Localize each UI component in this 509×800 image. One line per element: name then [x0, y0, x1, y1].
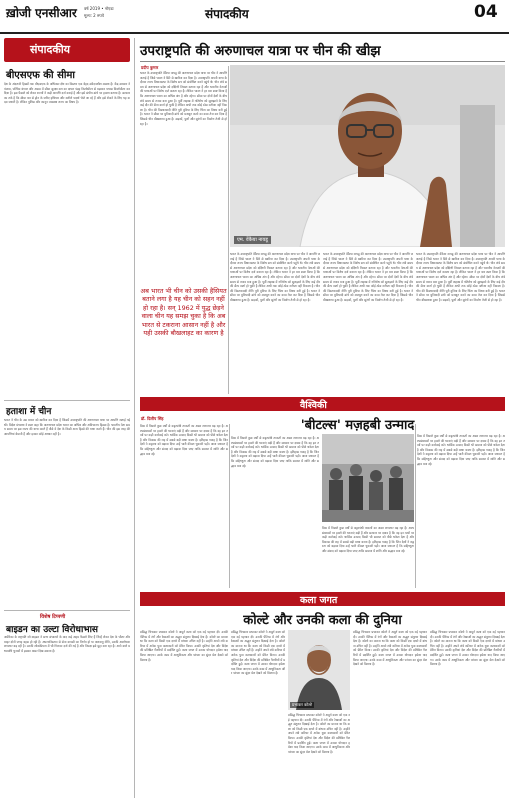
photo-caption: एम. वेंकैया नायडू	[234, 236, 271, 244]
middle-body-col4: मिस्र में पिछले कुछ वर्षों से कट्टरपंथी ताकतों का असर लगातार बढ़ रहा है। अल्पसंख्यकों पर हमले की घटनाएं बढ़ी हैं और सरकार पर दबाव है कि वह इन तत्वों पर कड़ी कार्रवाई करे। धार्मिक उन्माद किसी भी समाज को पीछे धकेल देता है और विकास की राह में सबसे बड़ी बाधा बनता है। इतिहास गवाह है कि जिन देशों ने कट्टरता को बढ़ावा दिया उन्हें भारी कीमत चुकानी पड़ी। आज जरूरत है कि सहिष्णुता और संवाद को बढ़ावा दिया जाए ताकि समाज में शांति और सद्भाव बना रहे।	[417, 434, 505, 466]
artist-illustration	[288, 630, 350, 710]
culture-body-col3: प्रसिद्ध चित्रकार प्रभाकर कोल्टे ने अमूर्त कला को एक नई पहचान दी। उनकी पेंटिंग्स में रंगों और रेखाओं का अद्भुत संतुलन दिखाई देता है। कोल्टे का मानना था कि कला को किसी एक दायरे में बांधना उचित नहीं है। उन्होंने अपने लंबे करियर में अनेक युवा कलाकारों को प्रेरित किया। उनकी कृतियां देश और विदेश की प्रतिष्ठित गैलरियों में प्रदर्शित हुईं। कला जगत में उनका योगदान हमेशा याद किया जाएगा। उनके काम में आधुनिकता और परंपरा का सुंदर मेल देखने को मिलता है।	[288, 713, 350, 754]
third-body: अमेरिका के राष्ट्रपति जो बाइडन ने सत्ता संभालने के बाद कई अहम फैसले लिए हैं जिन्हें लेकर देश के भीतर और बाहर दोनों जगह बहस हो रही है। अफगानिस्तान से सेना वापसी का निर्णय हो या जलवायु नीति, उनकी आलोचना लगातार बढ़ रही है। उनकी लोकप्रियता में भी गिरावट दर्ज की गई है और विपक्ष इसे मुद्दा बना रहा है। आने वाले मध्यावधि चुनावों में इसका असर दिख सकता है।	[4, 635, 130, 653]
second-body: भारत ने चीन के उस बयान को खारिज कर दिया है जिसमें उपराष्ट्रपति की अरुणाचल यात्रा पर आपत्ति जताई गई थी। विदेश मंत्रालय ने स्पष्ट कहा कि अरुणाचल प्रदेश भारत का अभिन्न और अविभाज्य हिस्सा है। भारतीय नेता समय समय पर इस राज्य की यात्रा करते हैं जैसे वे देश के किसी अन्य हिस्से की यात्रा करते हैं। चीन की इस तरह की आपत्तियां बेमानी हैं और इनका कोई आधार नहीं है।	[4, 418, 130, 436]
main-col-divider	[228, 66, 229, 394]
editorial-body: देश के अंदरूनी हिस्सों तक बीएसएफ के अधिकार क्षेत्र का विस्तार एक बेहद संवेदनशील मसला है। केंद्र सरकार ने पंजाब, पश्चिम बंगाल और असम में सीमा सुरक्षा बल का दायरा पंद्रह किलोमीटर से बढ़ाकर पचास किलोमीटर कर दिया है। इस फैसले को लेकर राज्यों ने कड़ी आपत्ति दर्ज कराई है और इसे संघीय ढांचे पर हमला बताया है। सरकार का तर्क है कि सीमा पार से ड्रोन के जरिए हथियार और नशीले पदार्थ भेजे जा रहे हैं और इसे रोकने के लिए यह कदम जरूरी है। लेकिन पुलिस और कानून व्यवस्था राज्य का विषय है।	[4, 82, 130, 105]
page-number: 04	[474, 2, 498, 22]
global-label: वैश्विकी	[300, 400, 327, 411]
culture-body-col5: प्रसिद्ध चित्रकार प्रभाकर कोल्टे ने अमूर्त कला को एक नई पहचान दी। उनकी पेंटिंग्स में रंगों और रेखाओं का अद्भुत संतुलन दिखाई देता है। कोल्टे का मानना था कि कला को किसी एक दायरे में बांधना उचित नहीं है। उन्होंने अपने लंबे करियर में अनेक युवा कलाकारों को प्रेरित किया। उनकी कृतियां देश और विदेश की प्रतिष्ठित गैलरियों में प्रदर्शित हुईं। कला जगत में उनका योगदान हमेशा याद किया जाएगा। उनके काम में आधुनिकता और परंपरा का सुंदर मेल देखने को मिलता है।	[430, 630, 505, 667]
main-body-col4: भारत के उपराष्ट्रपति वेंकैया नायडू की अरुणाचल प्रदेश यात्रा पर चीन ने आपत्ति जताई है जिसे भारत ने सिरे से खारिज कर दिया है। उपराष्ट्रपति अपनी यात्रा के दौरान राज्य विधानसभा के विशेष सत्र को संबोधित करने पहुंचे थे। चीन लंबे समय से अरुणाचल प्रदेश को दक्षिणी तिब्बत बताता रहा है और भारतीय नेताओं की यात्राओं पर विरोध दर्ज कराता रहा है। लेकिन भारत ने हर बार स्पष्ट किया है कि अरुणाचल भारत का अभिन्न अंग है और रहेगा। सीमा पर दोनों देशों के बीच लंबे समय से तनाव बना हुआ है। पूर्वी लद्दाख में गतिरोध को सुलझाने के लिए कई दौर की सैन्य वार्ता हो चुकी है लेकिन अभी तक कोई ठोस नतीजा नहीं निकला है। चीन की विस्तारवादी नीति पूरी दुनिया के लिए चिंता का विषय बनी हुई है। भारत ने सीमा पर बुनियादी ढांचे को मजबूत करने का काम तेज कर दिया है जिससे चीन बौखलाया हुआ है। सड़कों, पुलों और सुरंगों का निर्माण तेजी से हो रहा है।	[416, 252, 505, 302]
culture-headline: कोल्टे और उनकी कला की दुनिया	[243, 613, 402, 628]
middle-body-col3: मिस्र में पिछले कुछ वर्षों से कट्टरपंथी ताकतों का असर लगातार बढ़ रहा है। अल्पसंख्यकों पर हमले की घटनाएं बढ़ी हैं और सरकार पर दबाव है कि वह इन तत्वों पर कड़ी कार्रवाई करे। धार्मिक उन्माद किसी भी समाज को पीछे धकेल देता है और विकास की राह में सबसे बड़ी बाधा बनता है। इतिहास गवाह है कि जिन देशों ने कट्टरता को बढ़ावा दिया उन्हें भारी कीमत चुकानी पड़ी। आज जरूरत है कि सहिष्णुता और संवाद को बढ़ावा दिया जाए ताकि समाज में शांति और सद्भाव बना रहे।	[322, 526, 414, 553]
masthead-section-title: संपादकीय	[205, 7, 249, 21]
column-divider-left	[134, 38, 135, 798]
editorial-label: संपादकीय	[30, 43, 71, 56]
pull-quote-box	[140, 287, 227, 393]
editorial-headline: बीएसएफ की सीमा	[6, 70, 75, 81]
culture-body-col1: प्रसिद्ध चित्रकार प्रभाकर कोल्टे ने अमूर्त कला को एक नई पहचान दी। उनकी पेंटिंग्स में रंगों और रेखाओं का अद्भुत संतुलन दिखाई देता है। कोल्टे का मानना था कि कला को किसी एक दायरे में बांधना उचित नहीं है। उन्होंने अपने लंबे करियर में अनेक युवा कलाकारों को प्रेरित किया। उनकी कृतियां देश और विदेश की प्रतिष्ठित गैलरियों में प्रदर्शित हुईं। कला जगत में उनका योगदान हमेशा याद किया जाएगा। उनके काम में आधुनिकता और परंपरा का सुंदर मेल देखने को मिलता है।	[140, 630, 228, 662]
crowd-photo	[322, 434, 414, 522]
masthead-logo: ख़ोजी एनसीआर	[6, 6, 77, 20]
artist-caption: प्रभाकर कोल्टे	[292, 702, 312, 707]
mid-col-divider-2	[415, 424, 416, 588]
culture-body-col2: प्रसिद्ध चित्रकार प्रभाकर कोल्टे ने अमूर्त कला को एक नई पहचान दी। उनकी पेंटिंग्स में रंगों और रेखाओं का अद्भुत संतुलन दिखाई देता है। कोल्टे का मानना था कि कला को किसी एक दायरे में बांधना उचित नहीं है। उन्होंने अपने लंबे करियर में अनेक युवा कलाकारों को प्रेरित किया। उनकी कृतियां देश और विदेश की प्रतिष्ठित गैलरियों में प्रदर्शित हुईं। कला जगत में उनका योगदान हमेशा याद किया जाएगा। उनके काम में आधुनिकता और परंपरा का सुंदर मेल देखने को मिलता है।	[231, 630, 285, 676]
mid-col-divider-1	[229, 424, 230, 588]
main-body-col2: भारत के उपराष्ट्रपति वेंकैया नायडू की अरुणाचल प्रदेश यात्रा पर चीन ने आपत्ति जताई है जिसे भारत ने सिरे से खारिज कर दिया है। उपराष्ट्रपति अपनी यात्रा के दौरान राज्य विधानसभा के विशेष सत्र को संबोधित करने पहुंचे थे। चीन लंबे समय से अरुणाचल प्रदेश को दक्षिणी तिब्बत बताता रहा है और भारतीय नेताओं की यात्राओं पर विरोध दर्ज कराता रहा है। लेकिन भारत ने हर बार स्पष्ट किया है कि अरुणाचल भारत का अभिन्न अंग है और रहेगा। सीमा पर दोनों देशों के बीच लंबे समय से तनाव बना हुआ है। पूर्वी लद्दाख में गतिरोध को सुलझाने के लिए कई दौर की सैन्य वार्ता हो चुकी है लेकिन अभी तक कोई ठोस नतीजा नहीं निकला है। चीन की विस्तारवादी नीति पूरी दुनिया के लिए चिंता का विषय बनी हुई है। भारत ने सीमा पर बुनियादी ढांचे को मजबूत करने का काम तेज कर दिया है जिससे चीन बौखलाया हुआ है। सड़कों, पुलों और सुरंगों का निर्माण तेजी से हो रहा है।	[230, 252, 320, 302]
left-column	[0, 38, 133, 800]
main-byline: प्रदीप कुमार	[141, 65, 159, 70]
third-headline: बाइडन का उल्टा विरोधाभास	[6, 625, 99, 635]
middle-byline: डॉ. दिलीप सिंह	[141, 416, 164, 421]
third-kicker: विशेष टिप्पणी	[40, 614, 66, 620]
culture-label-bar	[140, 592, 505, 606]
middle-body-col2: मिस्र में पिछले कुछ वर्षों से कट्टरपंथी ताकतों का असर लगातार बढ़ रहा है। अल्पसंख्यकों पर हमले की घटनाएं बढ़ी हैं और सरकार पर दबाव है कि वह इन तत्वों पर कड़ी कार्रवाई करे। धार्मिक उन्माद किसी भी समाज को पीछे धकेल देता है और विकास की राह में सबसे बड़ी बाधा बनता है। इतिहास गवाह है कि जिन देशों ने कट्टरता को बढ़ावा दिया उन्हें भारी कीमत चुकानी पड़ी। आज जरूरत है कि सहिष्णुता और संवाद को बढ़ावा दिया जाए ताकि समाज में शांति और सद्भाव बना रहे।	[231, 436, 319, 468]
masthead-meta-top: वर्ष 2019 • नोएडा	[84, 6, 114, 11]
global-label-bar	[140, 397, 505, 411]
artist-photo	[288, 630, 350, 710]
second-headline: हताशा में चीन	[6, 407, 52, 417]
left-divider-1	[4, 400, 130, 401]
masthead	[0, 0, 509, 34]
culture-body-col4: प्रसिद्ध चित्रकार प्रभाकर कोल्टे ने अमूर्त कला को एक नई पहचान दी। उनकी पेंटिंग्स में रंगों और रेखाओं का अद्भुत संतुलन दिखाई देता है। कोल्टे का मानना था कि कला को किसी एक दायरे में बांधना उचित नहीं है। उन्होंने अपने लंबे करियर में अनेक युवा कलाकारों को प्रेरित किया। उनकी कृतियां देश और विदेश की प्रतिष्ठित गैलरियों में प्रदर्शित हुईं। कला जगत में उनका योगदान हमेशा याद किया जाएगा। उनके काम में आधुनिकता और परंपरा का सुंदर मेल देखने को मिलता है।	[353, 630, 427, 667]
main-body-col1: भारत के उपराष्ट्रपति वेंकैया नायडू की अरुणाचल प्रदेश यात्रा पर चीन ने आपत्ति जताई है जिसे भारत ने सिरे से खारिज कर दिया है। उपराष्ट्रपति अपनी यात्रा के दौरान राज्य विधानसभा के विशेष सत्र को संबोधित करने पहुंचे थे। चीन लंबे समय से अरुणाचल प्रदेश को दक्षिणी तिब्बत बताता रहा है और भारतीय नेताओं की यात्राओं पर विरोध दर्ज कराता रहा है। लेकिन भारत ने हर बार स्पष्ट किया है कि अरुणाचल भारत का अभिन्न अंग है और रहेगा। सीमा पर दोनों देशों के बीच लंबे समय से तनाव बना हुआ है। पूर्वी लद्दाख में गतिरोध को सुलझाने के लिए कई दौर की सैन्य वार्ता हो चुकी है लेकिन अभी तक कोई ठोस नतीजा नहीं निकला है। चीन की विस्तारवादी नीति पूरी दुनिया के लिए चिंता का विषय बनी हुई है। भारत ने सीमा पर बुनियादी ढांचे को मजबूत करने का काम तेज कर दिया है जिससे चीन बौखलाया हुआ है। सड़कों, पुलों और सुरंगों का निर्माण तेजी से हो रहा है।	[140, 71, 227, 126]
main-article-headline: उपराष्ट्रपति की अरुणाचल यात्रा पर चीन की खीझ	[140, 43, 381, 59]
left-divider-2	[4, 610, 130, 611]
masthead-meta-bottom: मूल्य: 2 रुपये	[84, 13, 104, 18]
crowd-illustration	[322, 434, 414, 522]
photo-illustration	[230, 65, 505, 247]
pull-quote: अब भारत भी चीन को उसकी हैसियत बताने लगा है यह चीन को सहन नहीं हो रहा है। सन् 1962 में युद्ध छेड़ने वाला चीन यह समझ चुका है कि अब भारत से टकराना आसान नहीं है और यही उसकी बौखलाहट का कारण है	[140, 287, 227, 338]
middle-headline: 'बीटल्स' मज़हबी उन्माद	[300, 418, 415, 433]
main-body-col3: भारत के उपराष्ट्रपति वेंकैया नायडू की अरुणाचल प्रदेश यात्रा पर चीन ने आपत्ति जताई है जिसे भारत ने सिरे से खारिज कर दिया है। उपराष्ट्रपति अपनी यात्रा के दौरान राज्य विधानसभा के विशेष सत्र को संबोधित करने पहुंचे थे। चीन लंबे समय से अरुणाचल प्रदेश को दक्षिणी तिब्बत बताता रहा है और भारतीय नेताओं की यात्राओं पर विरोध दर्ज कराता रहा है। लेकिन भारत ने हर बार स्पष्ट किया है कि अरुणाचल भारत का अभिन्न अंग है और रहेगा। सीमा पर दोनों देशों के बीच लंबे समय से तनाव बना हुआ है। पूर्वी लद्दाख में गतिरोध को सुलझाने के लिए कई दौर की सैन्य वार्ता हो चुकी है लेकिन अभी तक कोई ठोस नतीजा नहीं निकला है। चीन की विस्तारवादी नीति पूरी दुनिया के लिए चिंता का विषय बनी हुई है। भारत ने सीमा पर बुनियादी ढांचे को मजबूत करने का काम तेज कर दिया है जिससे चीन बौखलाया हुआ है। सड़कों, पुलों और सुरंगों का निर्माण तेजी से हो रहा है।	[323, 252, 413, 302]
culture-label: कला जगत	[300, 595, 338, 606]
headline-rule	[140, 61, 505, 62]
editorial-label-bar	[4, 38, 130, 62]
middle-body-col1: मिस्र में पिछले कुछ वर्षों से कट्टरपंथी ताकतों का असर लगातार बढ़ रहा है। अल्पसंख्यकों पर हमले की घटनाएं बढ़ी हैं और सरकार पर दबाव है कि वह इन तत्वों पर कड़ी कार्रवाई करे। धार्मिक उन्माद किसी भी समाज को पीछे धकेल देता है और विकास की राह में सबसे बड़ी बाधा बनता है। इतिहास गवाह है कि जिन देशों ने कट्टरता को बढ़ावा दिया उन्हें भारी कीमत चुकानी पड़ी। आज जरूरत है कि सहिष्णुता और संवाद को बढ़ावा दिया जाए ताकि समाज में शांति और सद्भाव बना रहे।	[140, 424, 228, 456]
vice-president-photo	[230, 65, 505, 247]
